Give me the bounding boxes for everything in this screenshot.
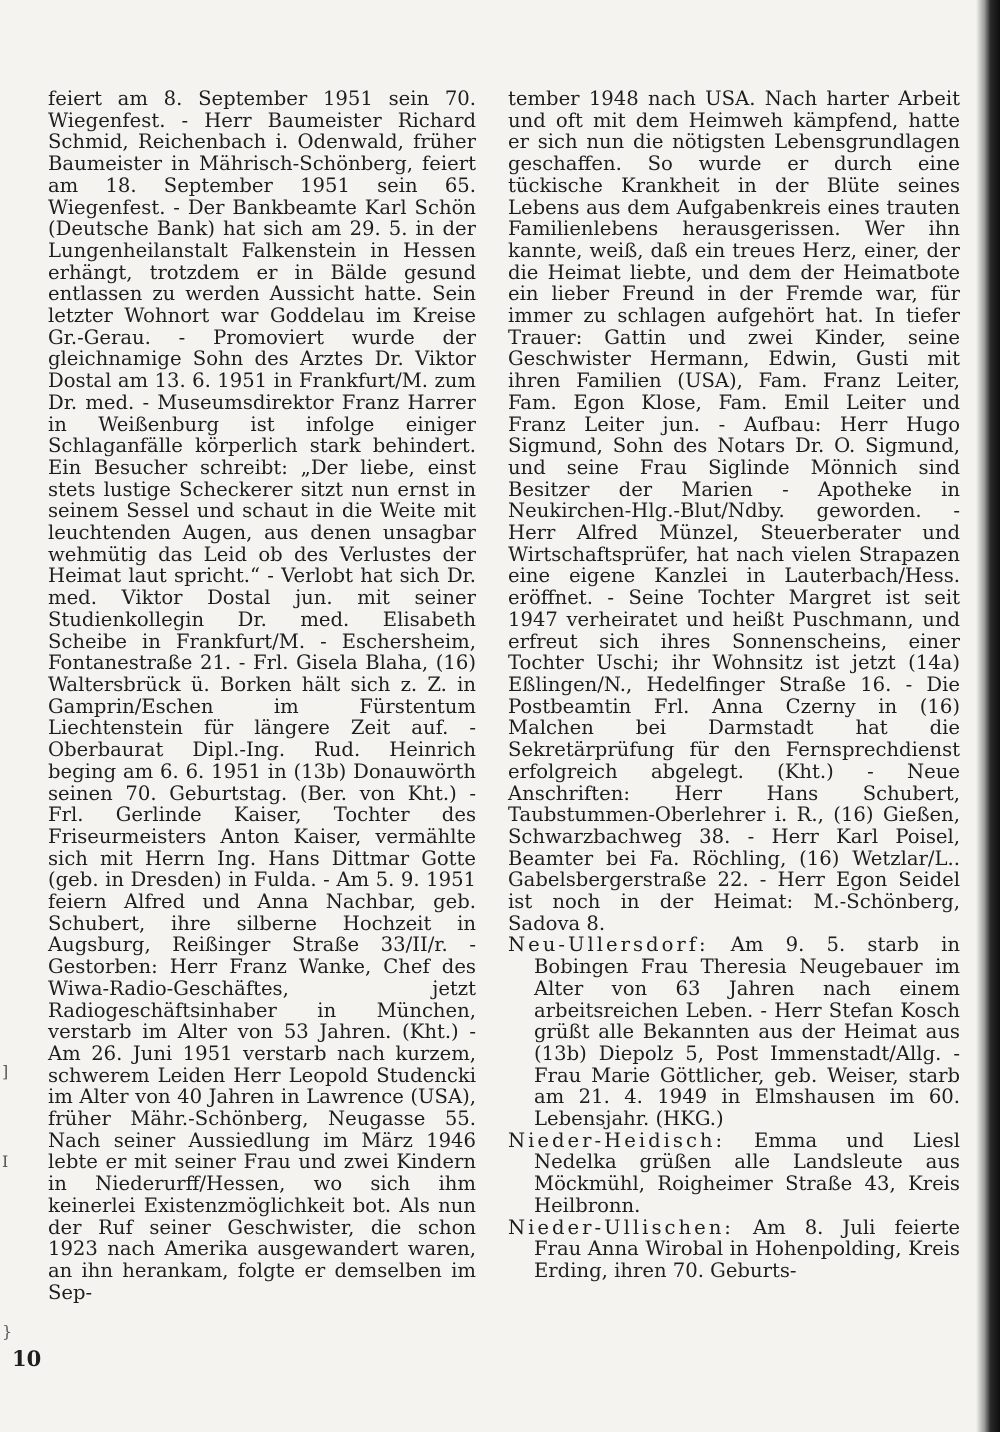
left-column-text: feiert am 8. September 1951 sein 70. Wiegenfest. - Herr Baumeister Richard Schmid, Reichenbach i. Odenwald, früher Baumeister in Mährisch-Schönberg, feiert am 18. September 1951 sein 65. Wiegenfest. - Der Bankbeamte Karl Schön (Deutsche Bank) hat sich am 29. 5. in der Lungenheilanstalt Falkenstein in Hessen erhängt, trotzdem er in Bälde gesund entlassen zu werden Aussicht hatte. Sein letzter Wohnort war Goddelau im Kreise Gr.-Gerau. - Promoviert wurde der gleichnamige Sohn des Arztes Dr. Viktor Dostal am 13. 6. 1951 in Frankfurt/M. zum Dr. med. - Museumsdirektor Franz Harrer in Weißenburg ist infolge einiger Schlaganfälle körperlich stark behindert. Ein Besucher schreibt: „Der liebe, einst stets lustige Scheckerer sitzt nun ernst in seinem Sessel und schaut in die Weite mit leuchtenden Augen, aus denen unsagbar wehmütig das Leid ob des Verlustes der Heimat laut spricht.“ - Verlobt hat sich Dr. med. Viktor Dostal jun. mit seiner Studienkollegin Dr. med. Elisabeth Scheibe in Frankfurt/M. - Eschersheim, Fontanestraße 21. - Frl. Gisela Blaha, (16) Waltersbrück ü. Borken hält sich z. Z. in Gamprin/Eschen im Fürstentum Liechtenstein für längere Zeit auf. - Oberbaurat Dipl.-Ing. Rud. Heinrich beging am 6. 6. 1951 in (13b) Donauwörth seinen 70. Geburtstag. (Ber. von Kht.) - Frl. Gerlinde Kaiser, Tochter des Friseurmeisters Anton Kaiser, vermählte sich mit Herrn Ing. Hans Dittmar Gotte (geb. in Dresden) in Fulda. - Am 5. 9. 1951 feiern Alfred und Anna Nachbar, geb. Schubert, ihre silberne Hochzeit in Augsburg, Reißinger Straße 33/II/r. - Gestorben: Herr Franz Wanke, Chef des Wiwa-Radio-Geschäftes, jetzt Radiogeschäftsinhaber in München, verstarb im Alter von 53 Jahren. (Kht.) - Am 26. Juni 1951 verstarb nach kurzem, schwerem Leiden Herr Leopold Studencki im Alter von 40 Jahren in Lawrence (USA), früher Mähr.-Schönberg, Neugasse 55. Nach seiner Aussiedlung im März 1946 lebte er mit seiner Frau und zwei Kindern in Niederurff/Hessen, wo sich ihm keinerlei Existenzmöglichkeit bot. Als nun der Ruf seiner Geschwister, die schon 1923 nach Amerika ausgewandert waren, an ihn herankam, folgte er demselben im Sep- bbox=[48, 87, 476, 1304]
entry-nieder-ullischen bbox=[508, 1217, 960, 1282]
entry-place-name: Nieder-Ullischen: bbox=[508, 1215, 734, 1239]
margin-mark: ] bbox=[2, 1062, 9, 1081]
left-column bbox=[48, 88, 476, 1303]
entry-nieder-heidisch bbox=[508, 1130, 960, 1217]
page-binding-edge bbox=[976, 0, 1000, 1432]
entry-place-name: Neu-Ullersdorf: bbox=[508, 933, 709, 957]
right-column-continuation: tember 1948 nach USA. Nach harter Arbeit und oft mit dem Heimweh kämpfend, hatte er sich nun die nötigsten Lebensgrundlagen geschaffen. So wurde er durch eine tückische Krankheit in der Blüte seines Lebens aus dem Aufgabenkreis eines trauten Familienlebens herausgerissen. Wer ihn kannte, weiß, daß ein treues Herz, einer, der die Heimat liebte, und dem der Heimatbote ein lieber Freund in der Fremde war, für immer zu schlagen aufgehört hat. In tiefer Trauer: Gattin und zwei Kinder, seine Geschwister Hermann, Edwin, Gusti mit ihren Familien (USA), Fam. Franz Leiter, Fam. Egon Klose, Fam. Emil Leiter und Franz Leiter jun. - Aufbau: Herr Hugo Sigmund, Sohn des Notars Dr. O. Sigmund, und seine Frau Siglinde Mönnich sind Besitzer der Marien - Apotheke in Neukirchen-Hlg.-Blut/Ndby. geworden. - Herr Alfred Münzel, Steuerberater und Wirtschaftsprüfer, hat nach vielen Strapazen eine eigene Kanzlei in Lauterbach/Hess. eröffnet. - Seine Tochter Margret ist seit 1947 verheiratet und heißt Puschmann, und erfreut sich ihres Sonnenscheins, einer Tochter Uschi; ihr Wohnsitz ist jetzt (14a) Eßlingen/N., Hedelfinger Straße 16. - Die Postbeamtin Frl. Anna Czerny in (16) Malchen bei Darmstadt hat die Sekretärprüfung für den Fernsprechdienst erfolgreich abgelegt. (Kht.) - Neue Anschriften: Herr Hans Schubert, Taubstummen-Oberlehrer i. R., (16) Gießen, Schwarzbachweg 38. - Herr Karl Poisel, Beamter bei Fa. Röchling, (16) Wetzlar/L.. Gabelsbergerstraße 22. - Herr Egon Seidel ist noch in der Heimat: M.-Schönberg, Sadova 8. bbox=[508, 87, 960, 935]
entry-text: Am 9. 5. starb in Bobingen Frau Theresia Neugebauer im Alter von 63 Jahren nach einem arbeitsreichen Leben. - Herr Stefan Kosch grüßt alle Bekannten aus der Heimat aus (13b) Diepolz 5, Post Immenstadt/Allg. - Frau Marie Göttlicher, geb. Weiser, starb am 21. 4. 1949 in Elmshausen im 60. Lebensjahr. (HKG.) bbox=[534, 933, 960, 1131]
entry-text: Emma und Liesl Nedelka grüßen alle Landsleute aus Möckmühl, Roigheimer Straße 43, Kreis Heilbronn. bbox=[534, 1128, 960, 1217]
entry-neu-ullersdorf bbox=[508, 934, 960, 1129]
right-column bbox=[508, 88, 960, 1282]
entry-place-name: Nieder-Heidisch: bbox=[508, 1128, 726, 1152]
margin-mark: } bbox=[2, 1322, 13, 1341]
margin-mark: I bbox=[2, 1152, 9, 1171]
page-number: 10 bbox=[12, 1346, 42, 1371]
entry-text: Am 8. Juli feierte Frau Anna Wirobal in Hohenpolding, Kreis Erding, ihren 70. Geburts- bbox=[534, 1215, 960, 1282]
